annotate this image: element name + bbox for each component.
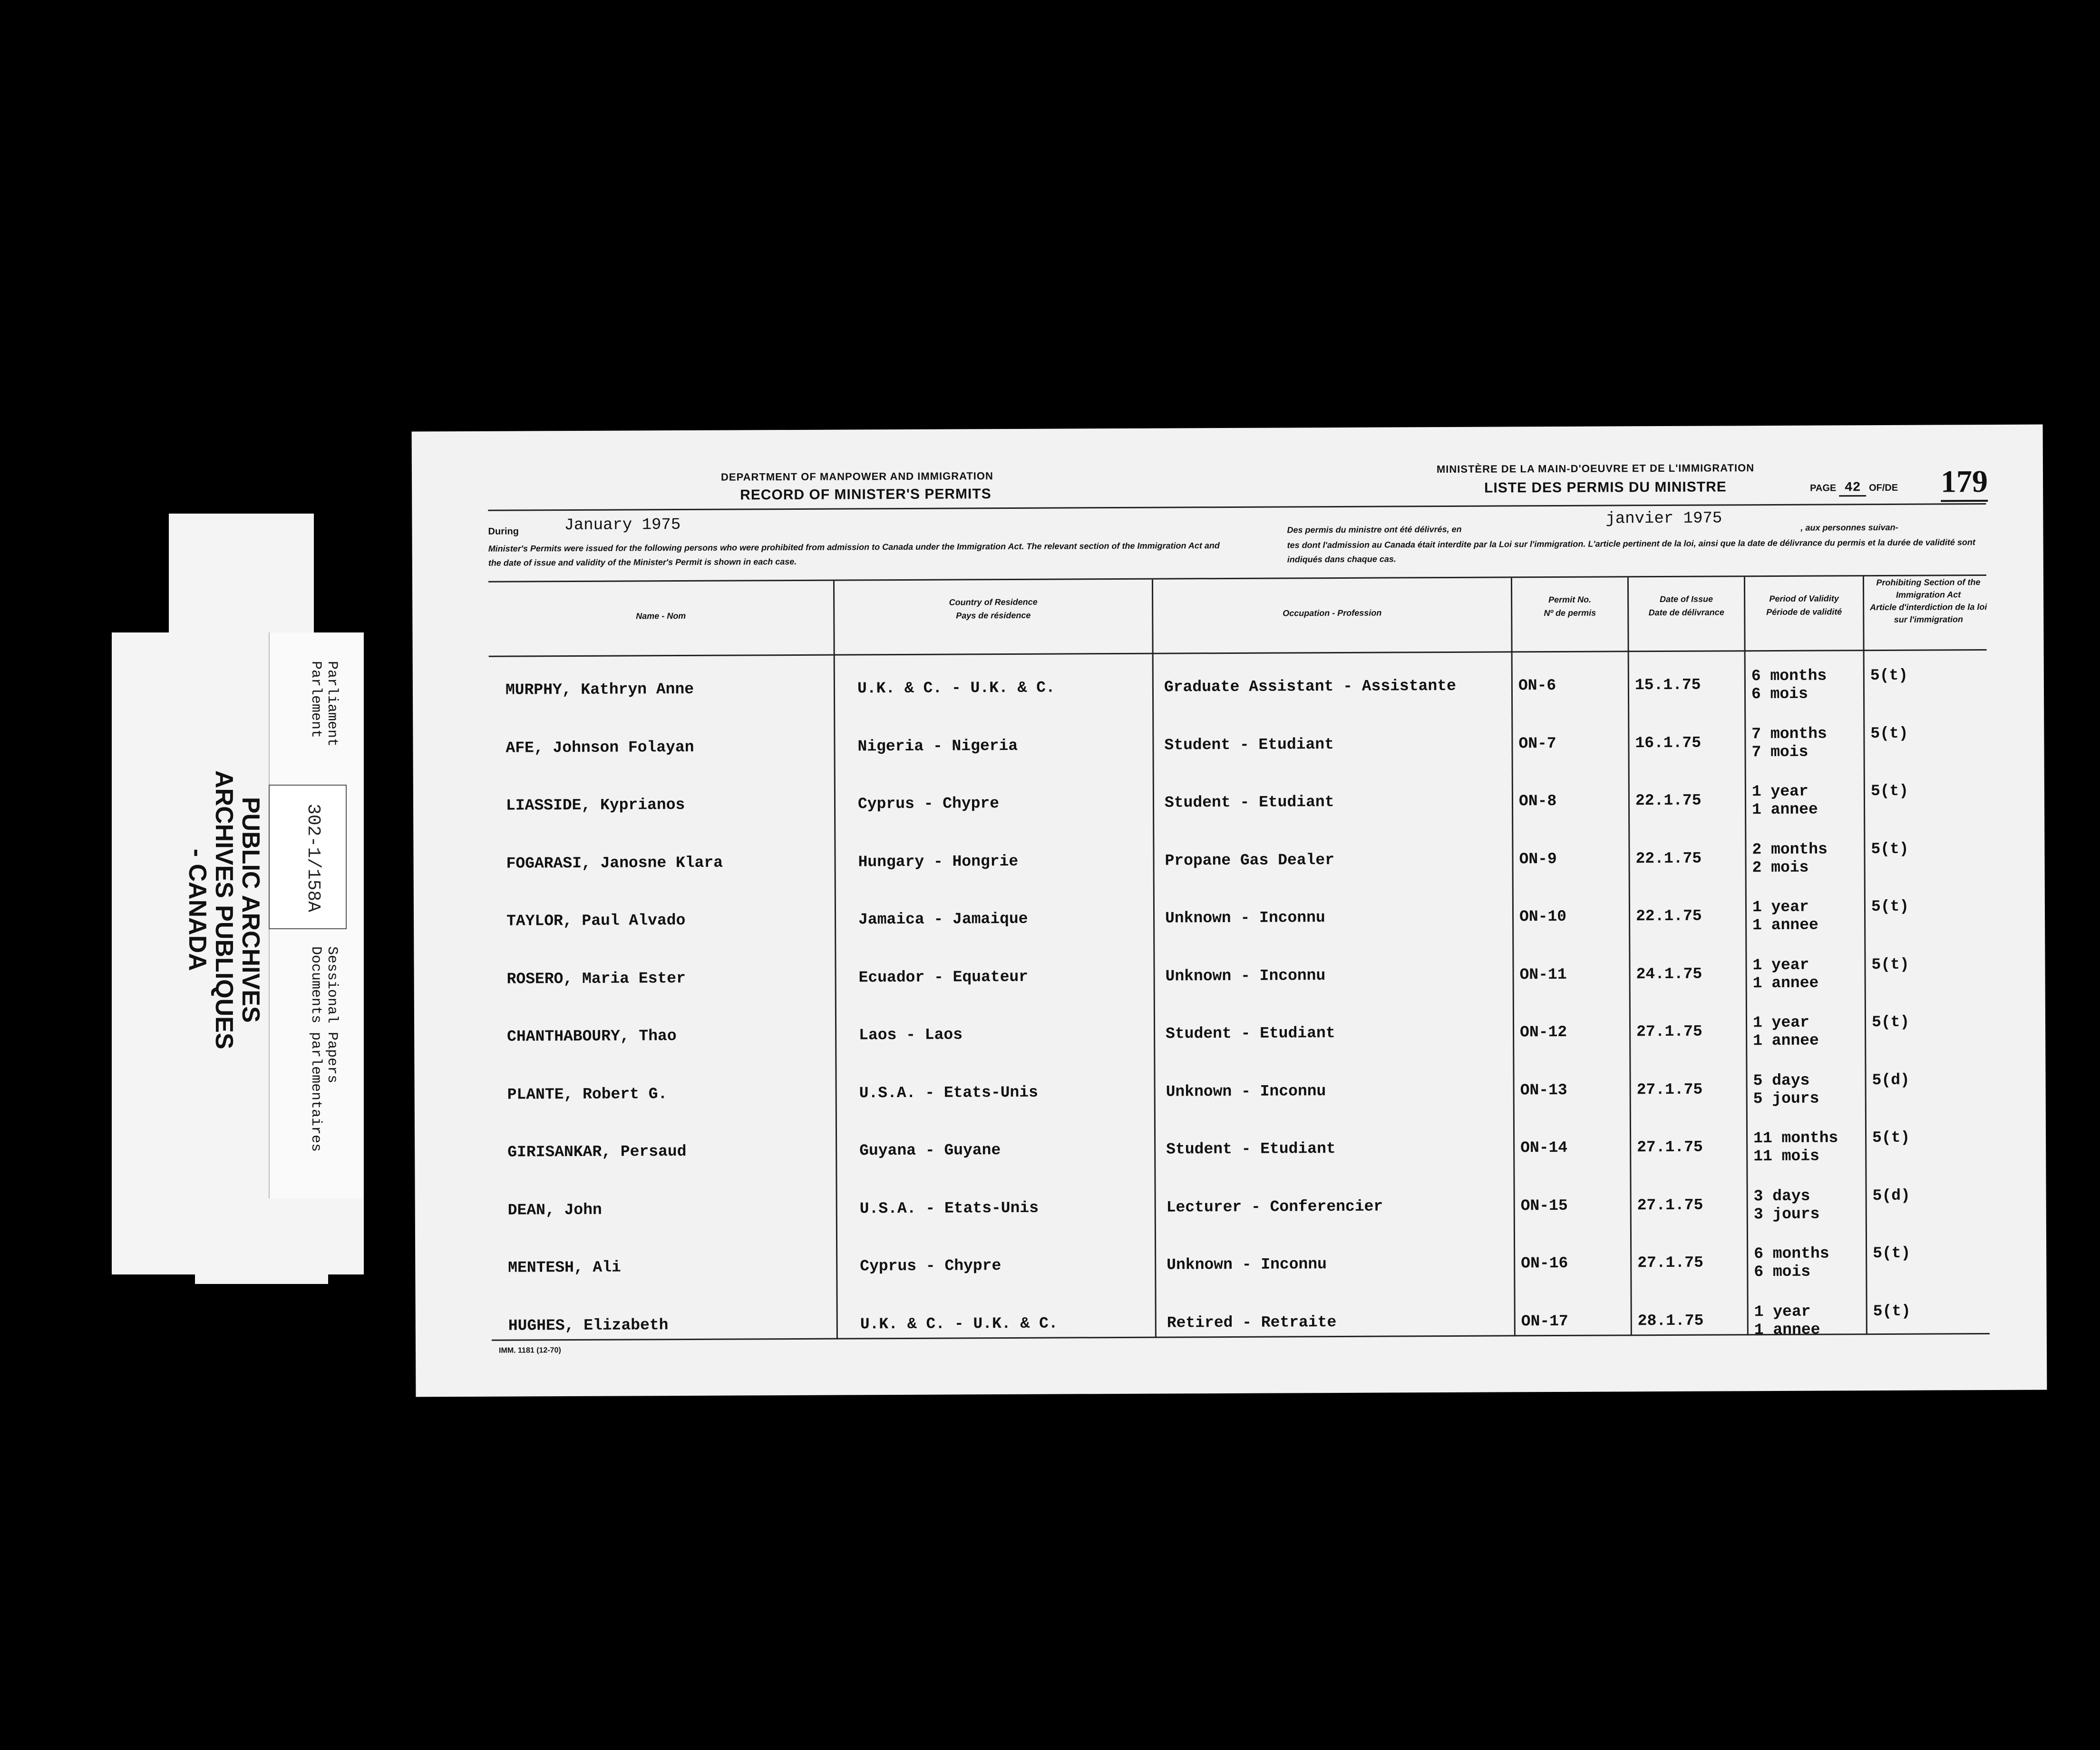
cell-period1: 6 months	[1751, 667, 1827, 685]
cell-occupation: Retired - Retraite	[1167, 1313, 1337, 1332]
page-label: PAGE	[1810, 483, 1837, 494]
cell-section: 5(t)	[1871, 1013, 1910, 1031]
cell-permit: ON-15	[1520, 1196, 1568, 1215]
cell-name: DEAN, John	[507, 1201, 602, 1219]
archives-line-1: PUBLIC ARCHIVES	[237, 797, 264, 1023]
cell-period2: 1 annee	[1754, 1321, 1820, 1339]
cell-section: 5(t)	[1871, 955, 1909, 973]
cell-permit: ON-17	[1521, 1312, 1568, 1330]
col-divider	[1627, 577, 1632, 1336]
cell-section: 5(t)	[1872, 1128, 1910, 1147]
cell-period2: 1 annee	[1752, 916, 1818, 934]
cell-occupation: Graduate Assistant - Assistante	[1164, 677, 1456, 696]
title-en: RECORD OF MINISTER'S PERMITS	[740, 486, 992, 503]
cell-period1: 1 year	[1752, 898, 1809, 916]
cell-occupation: Student - Etudiant	[1166, 1140, 1336, 1158]
cell-occupation: Student - Etudiant	[1164, 793, 1334, 812]
cell-country: U.K. & C. - U.K. & C.	[860, 1314, 1058, 1333]
cell-date: 27.1.75	[1636, 1022, 1702, 1041]
intro-fr-a: Des permis du ministre ont été délivrés, en	[1287, 524, 1462, 535]
header-rule	[488, 503, 1986, 511]
cell-name: GIRISANKAR, Persaud	[507, 1142, 687, 1161]
cell-occupation: Unknown - Inconnu	[1165, 966, 1326, 985]
cell-date: 22.1.75	[1635, 849, 1702, 867]
archives-line-3: - CANADA	[184, 848, 211, 971]
intro-en: Minister's Permits were issued for the following persons who were prohibited from admission to Canada under the Immigration Act. The relevant section of the Immigration Act and the date of issue and validity of the Minister's Permit is shown in each case.	[488, 541, 1220, 568]
cell-period2: 1 annee	[1753, 1031, 1819, 1050]
cell-section: 5(t)	[1870, 782, 1909, 800]
parliament-fr: Parlement	[308, 661, 324, 739]
cell-section: 5(d)	[1872, 1071, 1910, 1089]
cell-section: 5(t)	[1871, 897, 1909, 916]
cell-name: MURPHY, Kathryn Anne	[505, 680, 694, 699]
of-label: OF/DE	[1869, 482, 1898, 494]
cell-period1: 11 months	[1753, 1129, 1838, 1147]
cell-country: Nigeria - Nigeria	[857, 737, 1018, 755]
label-bottom-tab	[195, 1198, 328, 1284]
cell-date: 27.1.75	[1637, 1196, 1703, 1214]
col-divider	[1511, 578, 1516, 1336]
archives-stamp	[184, 770, 264, 1050]
cell-period1: 1 year	[1752, 1013, 1809, 1032]
cell-country: Guyana - Guyane	[859, 1141, 1001, 1160]
form-code: IMM. 1181 (12-70)	[498, 1346, 561, 1355]
cell-section: 5(d)	[1872, 1186, 1910, 1205]
col-header-name: Name - Nom	[636, 611, 686, 621]
cell-period1: 7 months	[1751, 725, 1827, 743]
cell-country: Hungary - Hongrie	[858, 852, 1019, 871]
cell-period2: 3 jours	[1753, 1205, 1820, 1223]
cell-period2: 1 annee	[1752, 800, 1818, 819]
dept-fr: MINISTÈRE DE LA MAIN-D'OEUVRE ET DE L'IMMIGRATION	[1436, 462, 1755, 476]
cell-permit: ON-7	[1518, 734, 1556, 752]
cell-period2: 5 jours	[1753, 1089, 1819, 1108]
cell-name: ROSERO, Maria Ester	[506, 969, 686, 988]
parliament-block	[308, 661, 340, 747]
cell-section: 5(t)	[1870, 724, 1908, 742]
cell-name: AFE, Johnson Folayan	[506, 738, 694, 757]
cell-permit: ON-9	[1519, 850, 1557, 868]
cell-permit: ON-16	[1521, 1254, 1568, 1273]
cell-section: 5(t)	[1873, 1244, 1911, 1263]
cell-date: 24.1.75	[1636, 965, 1702, 983]
during-label: During	[488, 526, 519, 537]
cell-occupation: Lecturer - Conferencier	[1166, 1197, 1383, 1216]
cell-permit: ON-10	[1519, 907, 1567, 926]
cell-period1: 6 months	[1754, 1244, 1829, 1263]
col-divider	[833, 581, 838, 1340]
archives-line-2: ARCHIVES PUBLIQUES	[210, 770, 238, 1050]
cell-occupation: Unknown - Inconnu	[1165, 909, 1325, 927]
cell-period1: 1 year	[1752, 956, 1809, 974]
cell-period2: 2 mois	[1752, 858, 1809, 876]
cell-name: MENTESH, Ali	[508, 1258, 621, 1277]
cell-period1: 5 days	[1753, 1071, 1810, 1089]
papers-en: Sessional Papers	[324, 946, 340, 1084]
cell-permit: ON-14	[1520, 1138, 1568, 1157]
cell-date: 27.1.75	[1637, 1254, 1703, 1272]
cell-country: Cyprus - Chypre	[857, 795, 1000, 813]
cell-occupation: Propane Gas Dealer	[1165, 851, 1335, 870]
cell-name: CHANTHABOURY, Thao	[507, 1027, 677, 1046]
cell-country: Jamaica - Jamaique	[858, 910, 1028, 929]
cell-country: Laos - Laos	[859, 1026, 963, 1044]
intro-fr-b: , aux personnes suivan-	[1800, 522, 1898, 533]
table-header-rule	[489, 649, 1987, 657]
cell-country: Ecuador - Equateur	[858, 968, 1029, 986]
cell-country: U.K. & C. - U.K. & C.	[857, 679, 1055, 698]
cell-name: TAYLOR, Paul Alvado	[506, 911, 686, 930]
cell-section: 5(t)	[1873, 1302, 1911, 1320]
cell-date: 16.1.75	[1635, 734, 1701, 752]
col-header-period: Period of Validity Période de validité	[1766, 593, 1842, 617]
cell-permit: ON-8	[1518, 792, 1557, 810]
cell-permit: ON-11	[1519, 965, 1567, 983]
page-total: 179	[1941, 464, 1988, 502]
cell-permit: ON-6	[1518, 676, 1556, 695]
cell-date: 15.1.75	[1634, 676, 1701, 694]
col-header-country: Country of Residence Pays de résidence	[949, 597, 1038, 621]
cell-occupation: Unknown - Inconnu	[1167, 1255, 1327, 1274]
intro-fr-c: tes dont l'admission au Canada était interdite par la Loi sur l'immigration. L'article pertinent de la loi, ainsi que la date de délivrance du permis et la durée de validité sont indiqués dans chaque cas.	[1287, 537, 1975, 564]
cell-permit: ON-12	[1520, 1023, 1567, 1041]
page-number: 42	[1839, 480, 1867, 496]
cell-occupation: Student - Etudiant	[1164, 735, 1334, 754]
cell-occupation: Unknown - Inconnu	[1166, 1082, 1326, 1101]
month-fr: janvier 1975	[1605, 509, 1722, 528]
cell-country: U.S.A. - Etats-Unis	[859, 1083, 1039, 1102]
cell-period2: 1 annee	[1752, 974, 1819, 992]
cell-name: PLANTE, Robert G.	[507, 1085, 668, 1104]
cell-date: 28.1.75	[1637, 1312, 1704, 1330]
cell-period2: 6 mois	[1751, 685, 1808, 703]
cell-date: 27.1.75	[1637, 1138, 1703, 1157]
col-divider	[1744, 577, 1749, 1335]
col-header-permit: Permit No. Nº de permis	[1544, 594, 1596, 618]
cell-date: 27.1.75	[1636, 1080, 1703, 1099]
cell-occupation: Student - Etudiant	[1166, 1024, 1335, 1043]
parliament-en: Parliament	[324, 661, 340, 747]
title-fr: LISTE DES PERMIS DU MINISTRE	[1484, 479, 1727, 496]
col-header-date: Date of Issue Date de délivrance	[1648, 594, 1724, 618]
col-divider	[1863, 576, 1867, 1335]
cell-date: 22.1.75	[1635, 791, 1701, 810]
cell-name: FOGARASI, Janosne Klara	[506, 854, 723, 873]
cell-period1: 1 year	[1751, 782, 1808, 801]
papers-fr: Documents parlementaires	[308, 946, 324, 1152]
cell-country: U.S.A. - Etats-Unis	[859, 1199, 1039, 1217]
cell-period1: 2 months	[1752, 840, 1828, 858]
cell-section: 5(t)	[1871, 840, 1909, 858]
cell-permit: ON-13	[1520, 1081, 1567, 1099]
dept-en: DEPARTMENT OF MANPOWER AND IMMIGRATION	[720, 470, 993, 483]
cell-period2: 11 mois	[1753, 1147, 1819, 1166]
col-header-section: Prohibiting Section of the Immigration Act Article d'interdiction de la loi sur l'immigration	[1870, 577, 1987, 624]
papers-block	[308, 946, 340, 1152]
cell-date: 22.1.75	[1635, 907, 1702, 925]
cell-period1: 1 year	[1754, 1303, 1811, 1321]
page-indicator	[1810, 480, 1898, 496]
cell-country: Cyprus - Chypre	[860, 1257, 1001, 1275]
reference-number: 302-1/158A	[303, 804, 323, 913]
month-en: January 1975	[564, 516, 681, 535]
table-top-rule	[488, 574, 1986, 583]
cell-name: HUGHES, Elizabeth	[508, 1316, 669, 1335]
col-header-occupation: Occupation - Profession	[1283, 608, 1382, 618]
cell-name: LIASSIDE, Kyprianos	[506, 796, 685, 815]
cell-period2: 6 mois	[1754, 1263, 1811, 1281]
cell-period1: 3 days	[1753, 1187, 1810, 1205]
cell-section: 5(t)	[1870, 666, 1908, 685]
permit-record-form	[412, 425, 2047, 1397]
col-divider	[1152, 580, 1157, 1338]
cell-period2: 7 mois	[1751, 743, 1808, 761]
